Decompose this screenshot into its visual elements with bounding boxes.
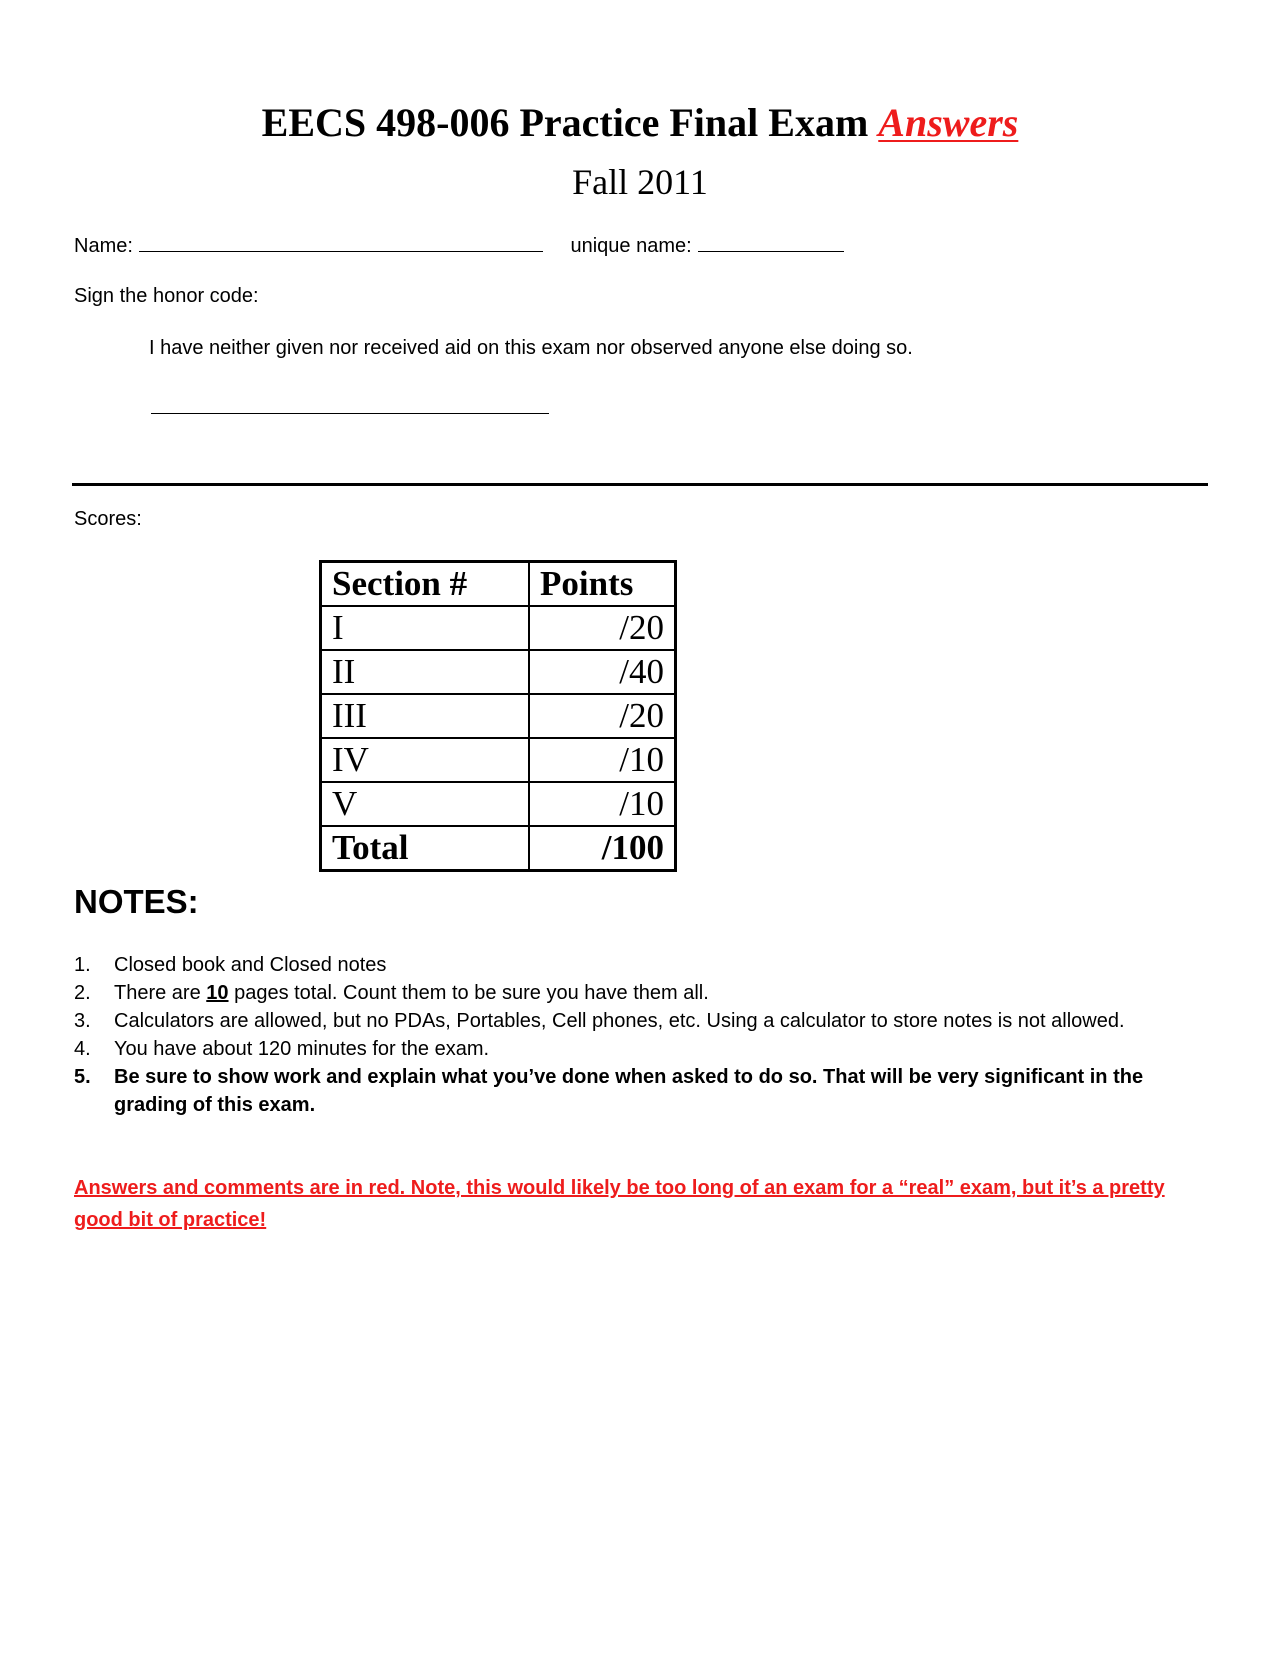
- section-cell: II: [321, 650, 530, 694]
- note-text: Be sure to show work and explain what you’ve done when asked to do so. That will be very significant in the grading of this exam.: [114, 1066, 1144, 1116]
- points-cell: /20: [529, 694, 676, 738]
- page-count: 10: [206, 982, 229, 1004]
- column-header: Points: [529, 562, 676, 607]
- unique-name-field[interactable]: [698, 231, 844, 252]
- points-cell: /10: [529, 738, 676, 782]
- notes-list: [74, 951, 1194, 1119]
- section-cell: I: [321, 606, 530, 650]
- table-row: [321, 694, 676, 738]
- list-number: 1.: [74, 954, 91, 976]
- table-row: [321, 738, 676, 782]
- total-label: Total: [321, 826, 530, 871]
- table-row: [321, 650, 676, 694]
- list-item: [74, 1035, 1194, 1063]
- page-title: [0, 98, 1280, 148]
- column-header: Section #: [321, 562, 530, 607]
- section-cell: V: [321, 782, 530, 826]
- scores-label: Scores:: [74, 508, 142, 530]
- points-cell: /40: [529, 650, 676, 694]
- list-item: [74, 951, 1194, 979]
- answers-note: Answers and comments are in red. Note, this would likely be too long of an exam for a “real” exam, but it’s a pretty good bit of practice!: [74, 1177, 1165, 1231]
- notes-heading: NOTES:: [74, 883, 199, 920]
- table-header-row: [321, 562, 676, 607]
- signature-field[interactable]: [151, 413, 549, 414]
- list-number: 3.: [74, 1010, 91, 1032]
- note-text: pages total. Count them to be sure you have them all.: [228, 982, 709, 1004]
- list-number: 5.: [74, 1066, 91, 1088]
- title-answers: Answers: [878, 100, 1019, 145]
- table-row: [321, 782, 676, 826]
- name-row: [74, 231, 844, 259]
- exam-term: Fall 2011: [572, 162, 708, 202]
- name-field[interactable]: [139, 231, 543, 252]
- note-text: Closed book and Closed notes: [114, 954, 387, 976]
- table-total-row: [321, 826, 676, 871]
- points-cell: /20: [529, 606, 676, 650]
- honor-statement: I have neither given nor received aid on this exam nor observed anyone else doing so.: [149, 337, 913, 359]
- honor-label: Sign the honor code:: [74, 285, 259, 307]
- points-cell: /10: [529, 782, 676, 826]
- section-cell: III: [321, 694, 530, 738]
- list-number: 4.: [74, 1038, 91, 1060]
- title-main: EECS 498-006 Practice Final Exam: [261, 100, 869, 145]
- note-text: Calculators are allowed, but no PDAs, Portables, Cell phones, etc. Using a calculator to store notes is not allowed.: [114, 1010, 1125, 1032]
- note-text: There are: [114, 982, 207, 1004]
- note-text: You have about 120 minutes for the exam.: [114, 1038, 490, 1060]
- total-points: /100: [529, 826, 676, 871]
- list-number: 2.: [74, 982, 91, 1004]
- scores-table: [319, 560, 677, 872]
- section-cell: IV: [321, 738, 530, 782]
- list-item: [74, 979, 1194, 1007]
- name-label: Name:: [74, 235, 133, 257]
- list-item: [74, 1063, 1194, 1119]
- list-item: [74, 1007, 1194, 1035]
- table-row: [321, 606, 676, 650]
- unique-name-label: unique name:: [570, 235, 692, 257]
- divider: [72, 483, 1208, 486]
